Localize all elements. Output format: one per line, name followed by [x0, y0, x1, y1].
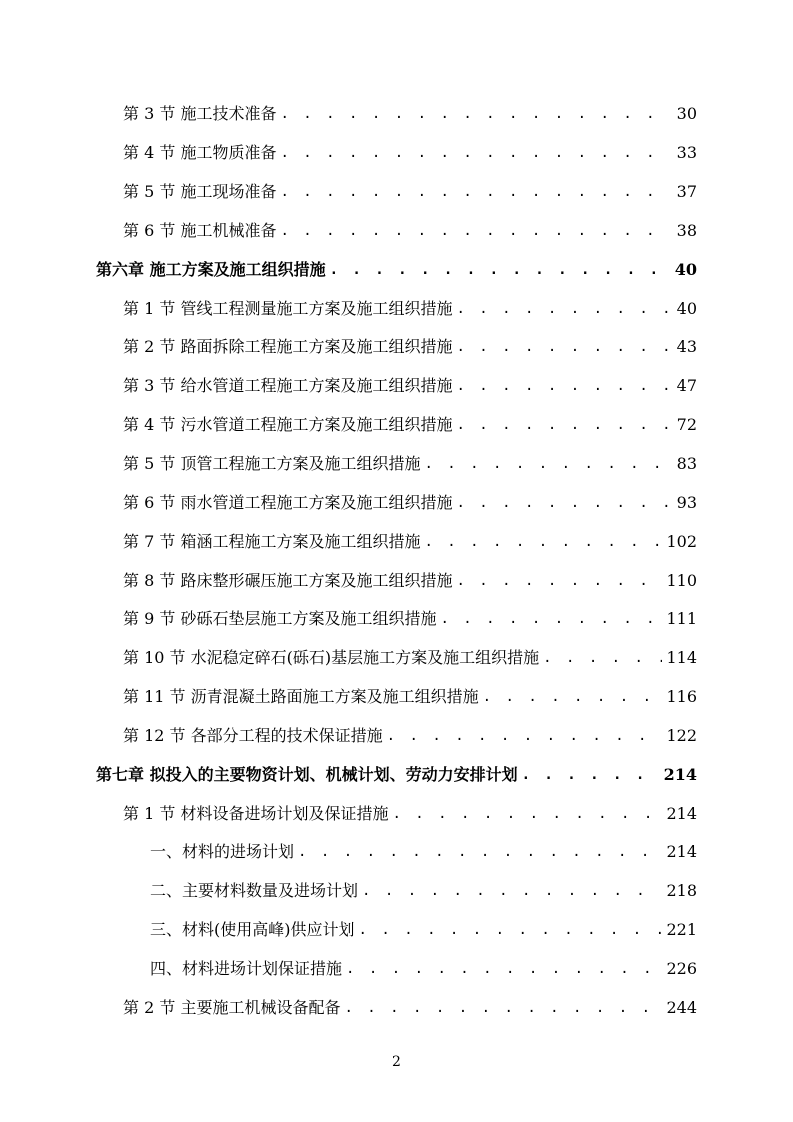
toc-entry-label: 第 2 节 路面拆除工程施工方案及施工组织措施	[123, 337, 453, 357]
toc-entry-label: 第 2 节 主要施工机械设备配备	[123, 997, 341, 1017]
toc-dot-leader	[344, 998, 662, 1018]
toc-entry[interactable]	[0, 600, 793, 639]
toc-subsection-entry[interactable]	[0, 833, 793, 872]
toc-entry[interactable]	[0, 561, 793, 600]
toc-entry-label: 第 4 节 施工物质准备	[123, 143, 277, 163]
toc-chapter-entry[interactable]	[0, 250, 793, 289]
toc-subsection-entry[interactable]	[0, 911, 793, 950]
toc-page-number: 116	[666, 687, 697, 707]
toc-entry-label: 第 10 节 水泥稳定碎石(砾石)基层施工方案及施工组织措施	[123, 648, 540, 668]
toc-dot-leader	[362, 881, 662, 901]
toc-entry[interactable]	[0, 95, 793, 134]
toc-dot-leader	[330, 260, 669, 280]
toc-dot-leader	[424, 454, 669, 474]
toc-page-number: 214	[663, 764, 697, 784]
toc-dot-leader	[440, 609, 662, 629]
toc-entry-label: 第 6 节 施工机械准备	[123, 220, 277, 240]
toc-dot-leader	[298, 842, 662, 862]
toc-dot-leader	[456, 299, 669, 319]
toc-page-number: 40	[674, 259, 697, 279]
toc-entry-label: 第 1 节 材料设备进场计划及保证措施	[123, 803, 389, 823]
toc-page-number: 93	[676, 492, 697, 512]
toc-entry[interactable]	[0, 289, 793, 328]
toc-entry[interactable]	[0, 328, 793, 367]
toc-dot-leader	[456, 376, 669, 396]
toc-page-number: 114	[666, 648, 697, 668]
toc-entry-label: 二、主要材料数量及进场计划	[150, 881, 359, 901]
toc-page-number: 30	[676, 104, 697, 124]
toc-chapter-entry[interactable]	[0, 755, 793, 794]
toc-dot-leader	[456, 493, 669, 513]
toc-page-number: 37	[676, 182, 697, 202]
toc-entry-label: 第 8 节 路床整形碾压施工方案及施工组织措施	[123, 570, 453, 590]
toc-entry-label: 第 3 节 给水管道工程施工方案及施工组织措施	[123, 376, 453, 396]
toc-page-number: 40	[676, 298, 697, 318]
toc-entry[interactable]	[0, 522, 793, 561]
toc-dot-leader	[359, 920, 663, 940]
toc-dot-leader	[280, 104, 669, 124]
toc-entry[interactable]	[0, 717, 793, 756]
toc-entry-label: 第 7 节 箱涵工程施工方案及施工组织措施	[123, 531, 421, 551]
toc-entry-label: 三、材料(使用高峰)供应计划	[150, 920, 355, 940]
toc-entry[interactable]	[0, 988, 793, 1027]
toc-page-number: 214	[666, 842, 697, 862]
toc-page-number: 218	[666, 881, 697, 901]
toc-dot-leader	[392, 804, 662, 824]
toc-page-number: 83	[676, 454, 697, 474]
toc-entry-label: 第七章 拟投入的主要物资计划、机械计划、劳动力安排计划	[96, 764, 518, 784]
toc-subsection-entry[interactable]	[0, 872, 793, 911]
toc-entry[interactable]	[0, 173, 793, 212]
toc-entry-label: 第 4 节 污水管道工程施工方案及施工组织措施	[123, 415, 453, 435]
toc-page-number: 214	[666, 803, 697, 823]
toc-dot-leader	[424, 532, 662, 552]
page-number: 2	[392, 1054, 401, 1070]
toc-entry[interactable]	[0, 445, 793, 484]
toc-page-number: 33	[676, 143, 697, 163]
toc-entry[interactable]	[0, 678, 793, 717]
toc-dot-leader	[280, 182, 669, 202]
toc-page-number: 38	[676, 220, 697, 240]
toc-entry-label: 一、材料的进场计划	[150, 842, 295, 862]
toc-entry-label: 第 9 节 砂砾石垫层施工方案及施工组织措施	[123, 609, 437, 629]
toc-dot-leader	[387, 726, 663, 746]
toc-entry-label: 第六章 施工方案及施工组织措施	[96, 259, 326, 279]
toc-page-number: 111	[666, 609, 697, 629]
toc-entry-label: 第 11 节 沥青混凝土路面施工方案及施工组织措施	[123, 687, 479, 707]
toc-page-number: 226	[666, 958, 697, 978]
toc-entry[interactable]	[0, 794, 793, 833]
table-of-contents	[0, 95, 793, 1027]
toc-entry-label: 第 12 节 各部分工程的技术保证措施	[123, 725, 383, 745]
toc-page-number: 47	[676, 376, 697, 396]
toc-entry[interactable]	[0, 367, 793, 406]
toc-page-number: 244	[666, 997, 697, 1017]
toc-page-number: 221	[666, 920, 697, 940]
toc-entry-label: 第 3 节 施工技术准备	[123, 104, 277, 124]
toc-dot-leader	[346, 959, 662, 979]
toc-dot-leader	[280, 221, 669, 241]
toc-entry[interactable]	[0, 134, 793, 173]
toc-entry[interactable]	[0, 483, 793, 522]
toc-dot-leader	[456, 571, 662, 591]
toc-entry[interactable]	[0, 212, 793, 251]
toc-entry-label: 四、材料进场计划保证措施	[150, 958, 343, 978]
toc-entry-label: 第 5 节 顶管工程施工方案及施工组织措施	[123, 454, 421, 474]
toc-dot-leader	[456, 337, 669, 357]
toc-page-number: 102	[666, 531, 697, 551]
toc-dot-leader	[280, 143, 669, 163]
toc-page-number: 43	[676, 337, 697, 357]
toc-page-number: 72	[676, 415, 697, 435]
toc-page-number: 122	[666, 725, 697, 745]
toc-entry[interactable]	[0, 406, 793, 445]
toc-entry[interactable]	[0, 639, 793, 678]
toc-subsection-entry[interactable]	[0, 950, 793, 989]
toc-dot-leader	[456, 415, 669, 435]
toc-page-number: 110	[666, 570, 697, 590]
toc-dot-leader	[543, 648, 662, 668]
toc-entry-label: 第 5 节 施工现场准备	[123, 182, 277, 202]
toc-entry-label: 第 1 节 管线工程测量施工方案及施工组织措施	[123, 298, 453, 318]
toc-dot-leader	[483, 687, 663, 707]
toc-dot-leader	[522, 765, 660, 785]
toc-entry-label: 第 6 节 雨水管道工程施工方案及施工组织措施	[123, 492, 453, 512]
